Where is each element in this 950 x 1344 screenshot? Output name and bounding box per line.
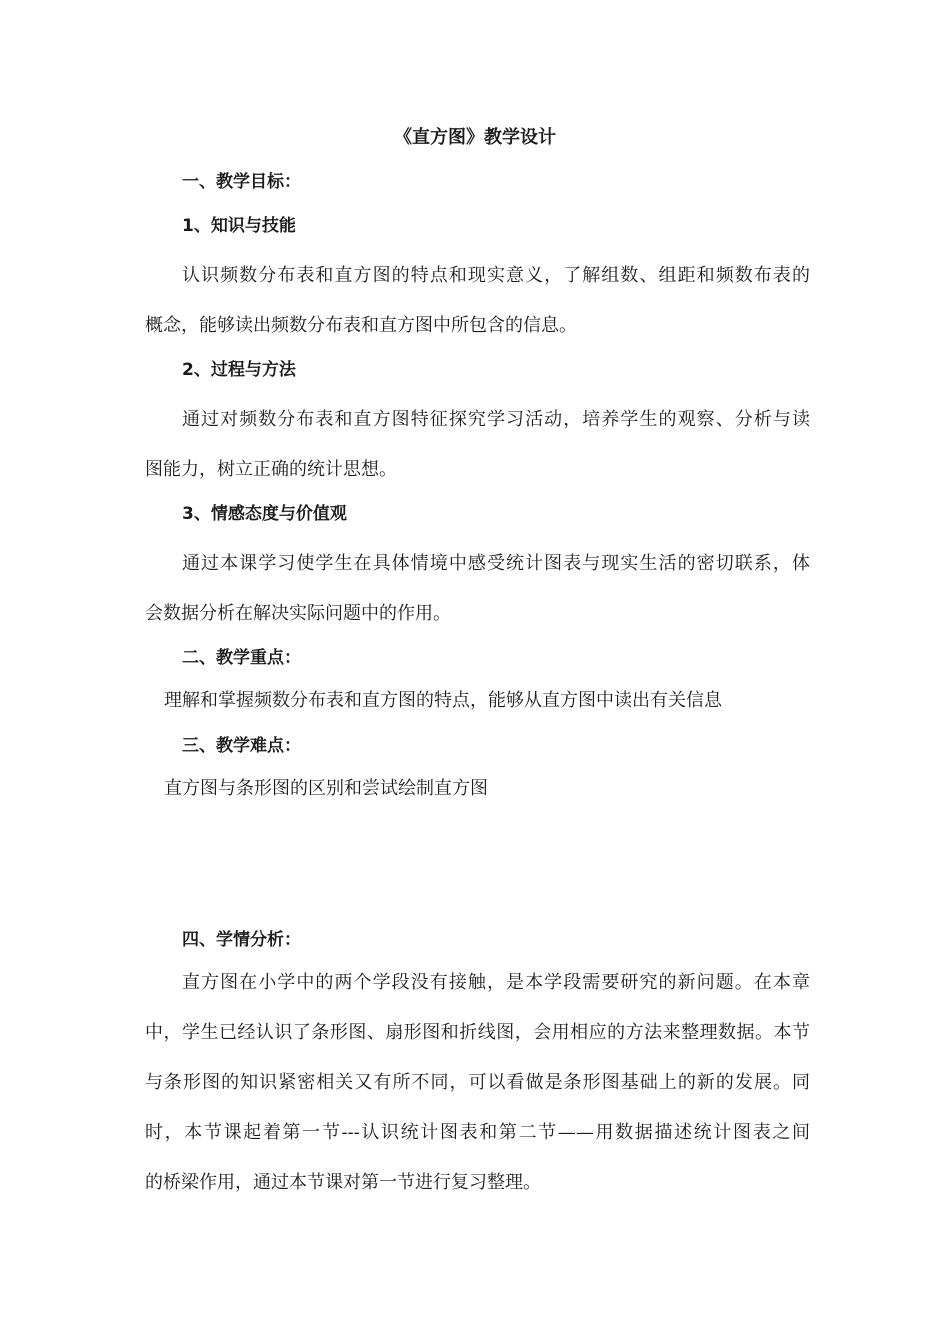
- paragraph-line: 概念，能够读出频数分布表和直方图中所包含的信息。: [145, 315, 577, 336]
- section-heading-key-points: 二、教学重点：: [182, 648, 301, 668]
- section-heading-objectives: 一、教学目标：: [182, 172, 301, 192]
- paragraph-line: 直方图与条形图的区别和尝试绘制直方图: [164, 778, 488, 799]
- subheading-attitude-values: 3、情感态度与价值观: [182, 504, 347, 524]
- paragraph-line: 认识频数分布表和直方图的特点和现实意义，了解组数、组距和频数布表的: [182, 265, 810, 286]
- section-heading-difficulties: 三、教学难点：: [182, 736, 301, 756]
- paragraph-line: 中，学生已经认识了条形图、扇形图和折线图，会用相应的方法来整理数据。本节: [145, 1022, 810, 1043]
- paragraph-line: 与条形图的知识紧密相关又有所不同，可以看做是条形图基础上的新的发展。同: [145, 1072, 810, 1093]
- paragraph-line: 直方图在小学中的两个学段没有接触，是本学段需要研究的新问题。在本章: [182, 972, 810, 993]
- document-title: 《直方图》教学设计: [394, 127, 556, 148]
- paragraph-line: 理解和掌握频数分布表和直方图的特点，能够从直方图中读出有关信息: [164, 690, 722, 711]
- paragraph-line: 通过本课学习使学生在具体情境中感受统计图表与现实生活的密切联系，体: [182, 553, 810, 574]
- paragraph-line: 会数据分析在解决实际问题中的作用。: [145, 603, 451, 624]
- paragraph-line: 时，本节课起着第一节---认识统计图表和第二节——用数据描述统计图表之间: [145, 1122, 810, 1143]
- section-heading-learner-analysis: 四、学情分析：: [182, 930, 301, 950]
- subheading-knowledge-skills: 1、知识与技能: [182, 216, 296, 236]
- paragraph-line: 图能力，树立正确的统计思想。: [145, 459, 397, 480]
- subheading-process-methods: 2、过程与方法: [182, 360, 296, 380]
- paragraph-line: 通过对频数分布表和直方图特征探究学习活动，培养学生的观察、分析与读: [182, 409, 810, 430]
- paragraph-line: 的桥梁作用，通过本节课对第一节进行复习整理。: [145, 1172, 541, 1193]
